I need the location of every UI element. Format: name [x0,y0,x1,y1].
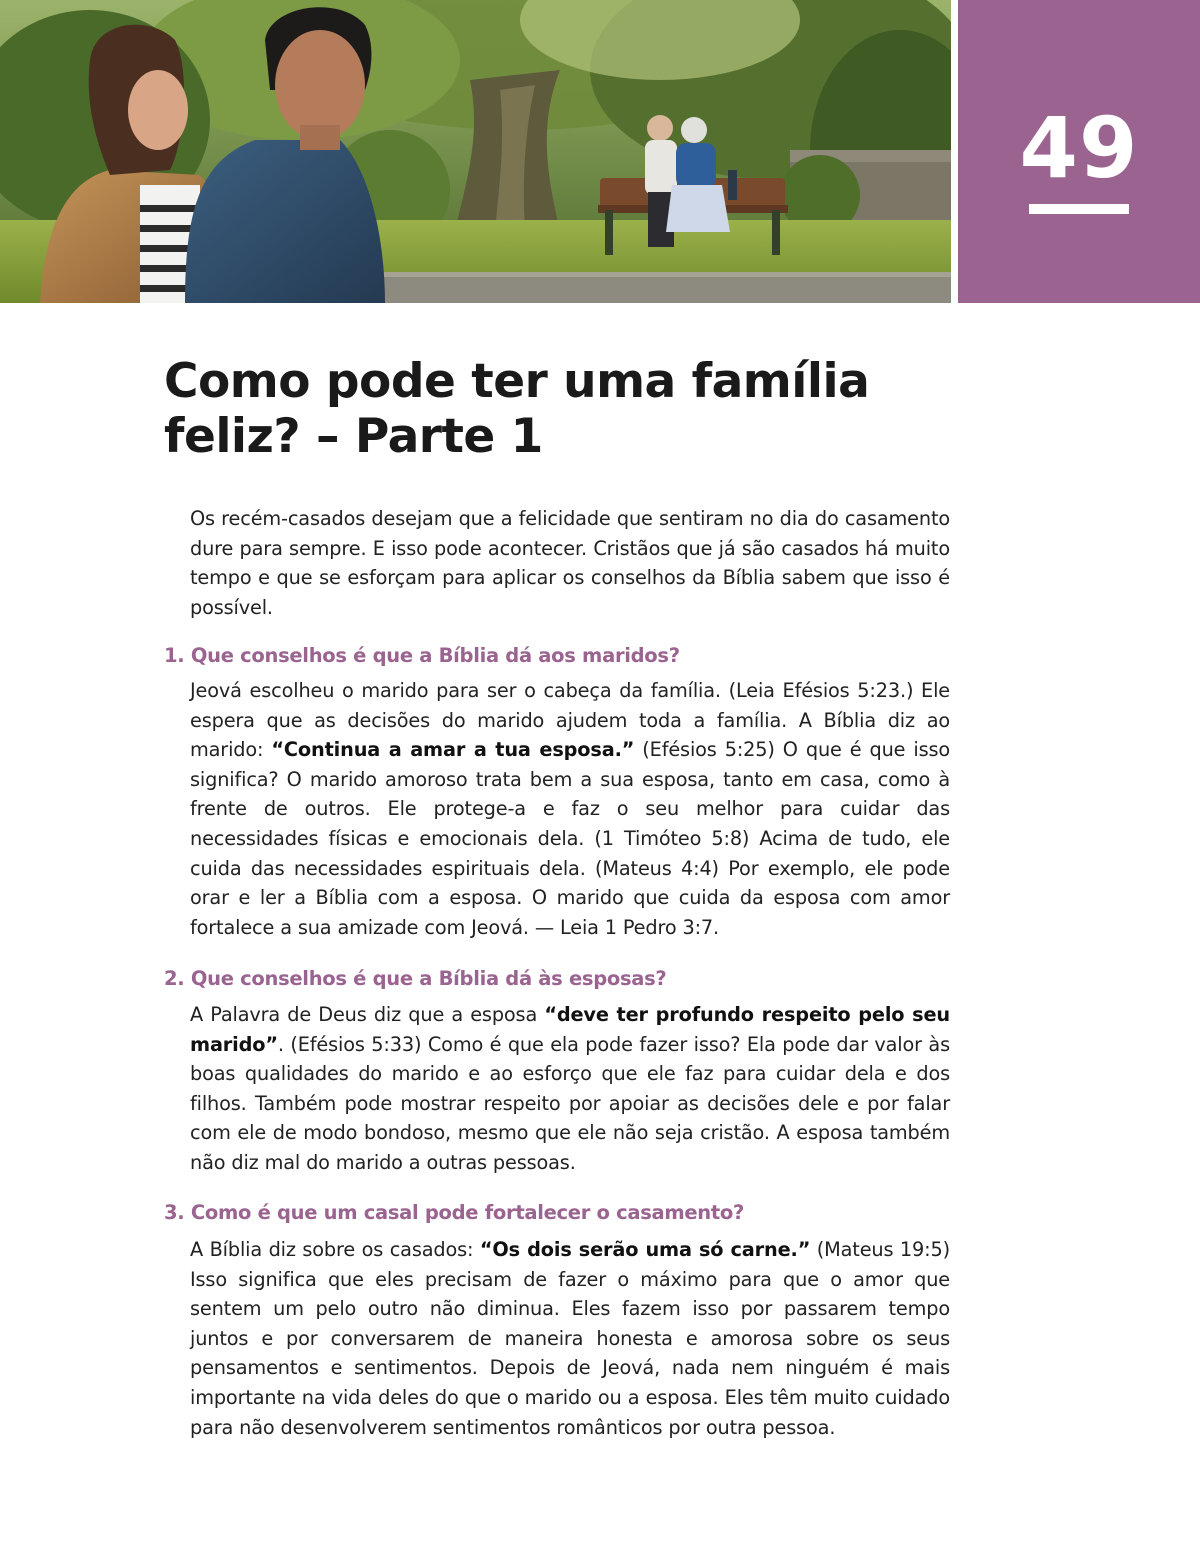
page-title [164,354,964,464]
title-line-2: feliz? – Parte 1 [164,409,543,464]
title-line-1: Como pode ter uma família [164,354,870,409]
section-2-text-b: . (Efésios 5:33) Como é que ela pode fazer isso? Ela pode dar valor às boas qualidades do marido e ao esforço que ele faz para cuidar dela e dos filhos. Também pode mostrar respeito por apoiar as decisões dele e por falar com ele de modo bondoso, mesmo que ele não seja cristão. A esposa também não diz mal do marido a outras pessoas. [190,1032,950,1174]
chapter-underline [1029,204,1129,214]
section-3-paragraph [190,1235,950,1442]
section-2-paragraph [190,1000,950,1178]
section-2-heading: 2. Que conselhos é que a Bíblia dá às esposas? [164,967,667,990]
section-1-heading: 1. Que conselhos é que a Bíblia dá aos maridos? [164,644,680,667]
section-1-text-b: (Efésios 5:25) O que é que isso significa? O marido amoroso trata bem a sua esposa, tanto em casa, como à frente de outros. Ele protege-a e faz o seu melhor para cuidar das necessidades físicas e emocionais dela. (1 Timóteo 5:8) Acima de tudo, ele cuida das necessidades espirituais dela. (Mateus 4:4) Por exemplo, ele pode orar e ler a Bíblia com a esposa. O marido que cuida da esposa com amor fortalece a sua amizade com Jeová. — Leia 1 Pedro 3:7. [190,738,951,939]
header-photo [0,0,951,303]
chapter-badge [958,0,1200,303]
section-1-text-a: Jeová escolheu o marido para ser o cabeça da família. (Leia Efésios 5:23.) Ele espera que as decisões do marido ajudem toda a família. A Bíblia diz ao marido: [190,679,950,762]
chapter-number: 49 [1019,99,1139,197]
park-couple-photo [0,0,951,303]
section-2-text-a: A Palavra de Deus diz que a esposa [190,1003,545,1026]
section-2-quote: “deve ter profundo respeito pelo seu marido” [190,1003,951,1056]
section-3-text-a: A Bíblia diz sobre os casados: [190,1238,480,1261]
section-3-quote: “Os dois serão uma só carne.” [479,1238,811,1261]
section-1-quote: “Continua a amar a tua esposa.” [271,738,635,762]
intro-paragraph: Os recém-casados desejam que a felicidade que sentiram no dia do casamento dure para sempre. E isso pode acontecer. Cristãos que já são casados há muito tempo e que se esforçam para aplicar os conselhos da Bíblia sabem que isso é possível. [190,507,950,619]
section-3-heading: 3. Como é que um casal pode fortalecer o casamento? [164,1201,745,1224]
section-3-text-b: (Mateus 19:5) Isso significa que eles precisam de fazer o máximo para que o amor que sentem um pelo outro não diminua. Eles fazem isso por passarem tempo juntos e por conversarem de maneira honesta e amorosa sobre os seus pensamentos e sentimentos. Depois de Jeová, nada nem ninguém é mais importante na vida deles do que o marido ou a esposa. Eles têm muito cuidado para não desenvolverem sentimentos românticos por outra pessoa. [190,1238,950,1439]
section-1-paragraph [190,676,950,942]
